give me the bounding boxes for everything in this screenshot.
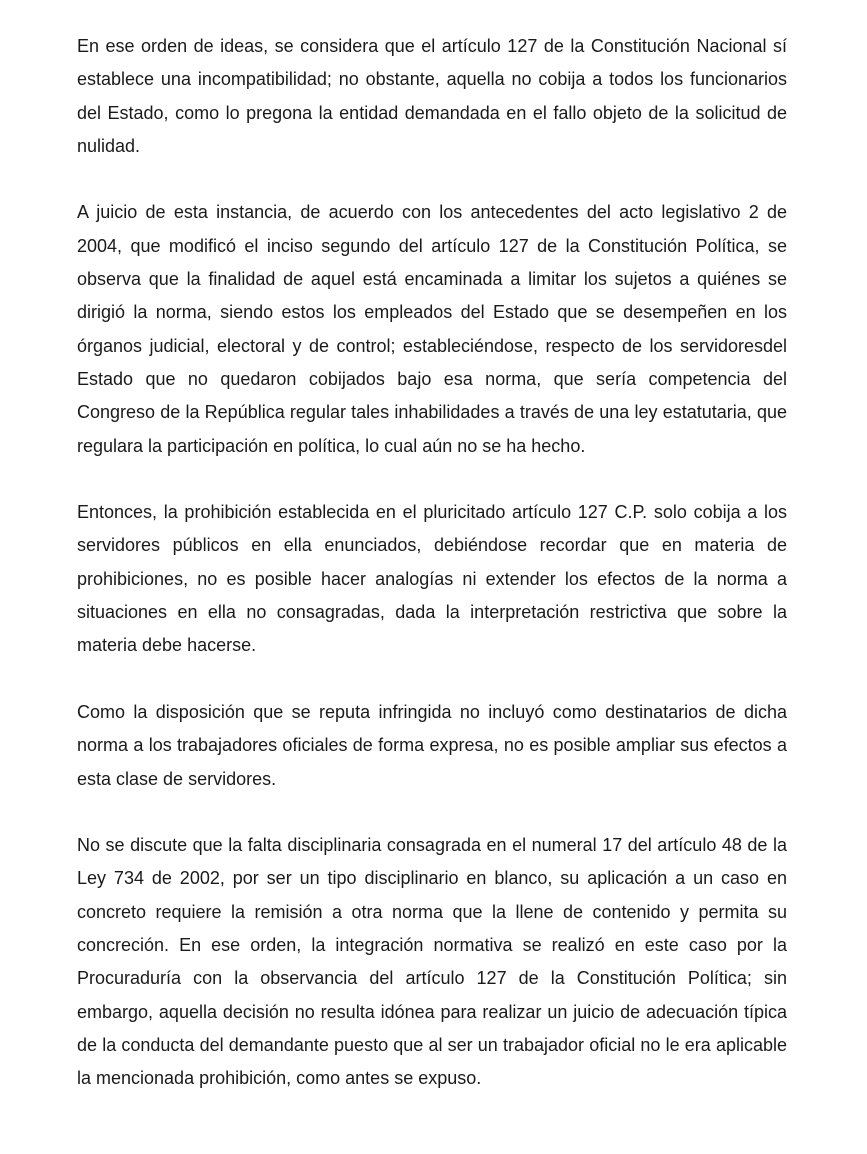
paragraph-2: A juicio de esta instancia, de acuerdo con los antecedentes del acto legislativo 2 de 2004, que modificó el inciso segundo del artículo 127 de la Constitución Política, se observa que la finalidad de aquel está encaminada a limitar los sujetos a quiénes se dirigió la norma, siendo estos los empleados del Estado que se desempeñen en los órganos judicial, electoral y de control; estableciéndose, respecto de los servidoresdel Estado que no quedaron cobijados bajo esa norma, que sería competencia del Congreso de la República regular tales inhabilidades a través de una ley estatutaria, que regulara la participación en política, lo cual aún no se ha hecho. (77, 202, 787, 456)
paragraph-3: Entonces, la prohibición establecida en el pluricitado artículo 127 C.P. solo cobija a los servidores públicos en ella enunciados, debiéndose recordar que en materia de prohibiciones, no es posible hacer analogías ni extender los efectos de la norma a situaciones en ella no consagradas, dada la interpretación restrictiva que sobre la materia debe hacerse. (77, 502, 787, 656)
paragraph-1: En ese orden de ideas, se considera que el artículo 127 de la Constitución Nacional sí establece una incompatibilidad; no obstante, aquella no cobija a todos los funcionarios del Estado, como lo pregona la entidad demandada en el fallo objeto de la solicitud de nulidad. (77, 36, 787, 156)
paragraph-5: No se discute que la falta disciplinaria consagrada en el numeral 17 del artículo 48 de la Ley 734 de 2002, por ser un tipo disciplinario en blanco, su aplicación a un caso en concreto requiere la remisión a otra norma que la llene de contenido y permita su concreción. En ese orden, la integración normativa se realizó en este caso por la Procuraduría con la observancia del artículo 127 de la Constitución Política; sin embargo, aquella decisión no resulta idónea para realizar un juicio de adecuación típica de la conducta del demandante puesto que al ser un trabajador oficial no le era aplicable la mencionada prohibición, como antes se expuso. (77, 835, 787, 1089)
paragraph-4: Como la disposición que se reputa infringida no incluyó como destinatarios de dicha norma a los trabajadores oficiales de forma expresa, no es posible ampliar sus efectos a esta clase de servidores. (77, 701, 787, 789)
